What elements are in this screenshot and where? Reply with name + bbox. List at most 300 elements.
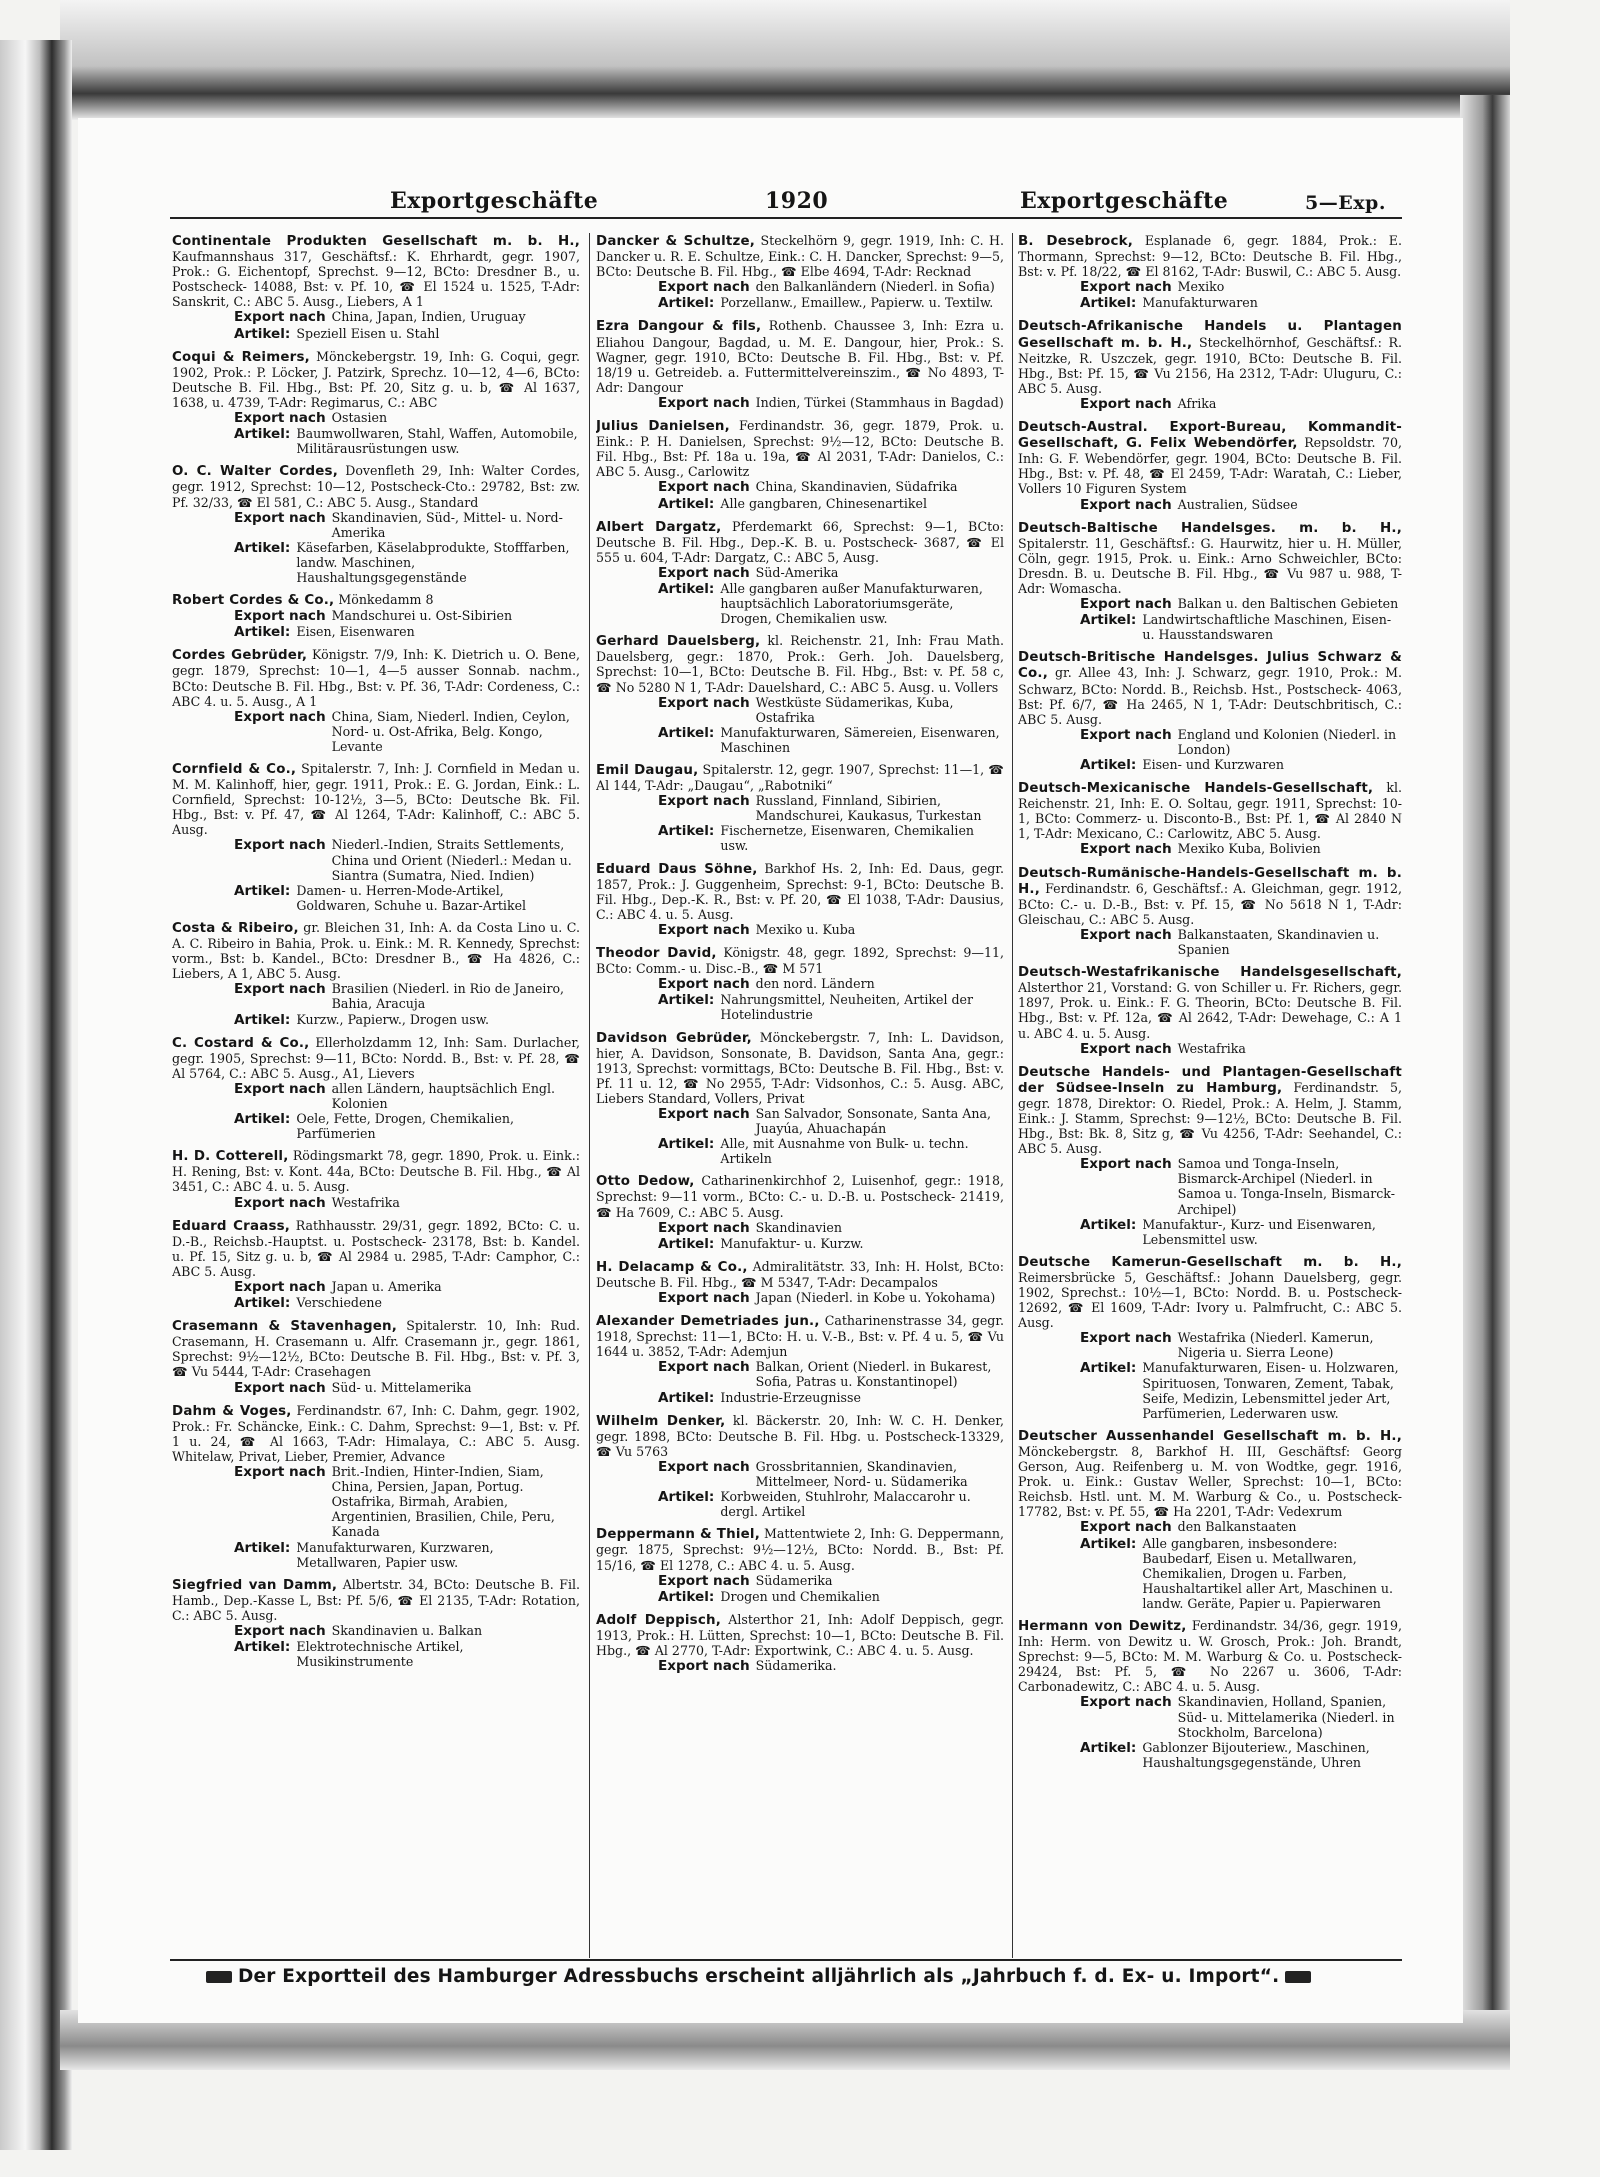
artikel-line — [1080, 612, 1402, 642]
company-address-info: Königstr. 48, gegr. 1892, Sprechst: 9—11, BCto: Comm.- u. Disc.-B., ☎ M 571 — [596, 945, 1004, 977]
export-destinations: Niederl.-Indien, Straits Settlements, China und Orient (Niederl.: Medan u. Siantra (Sumatra, Nied. Indien) — [331, 837, 572, 883]
company-entry — [172, 1403, 580, 1570]
artikel-label: Artikel: — [234, 1539, 291, 1556]
company-details — [172, 592, 580, 608]
artikel-line — [234, 1012, 580, 1028]
export-destinations: allen Ländern, hauptsächlich Engl. Kolonien — [331, 1080, 556, 1111]
export-destinations: Balkan u. den Baltischen Gebieten — [1177, 596, 1399, 612]
artikel-list: Kurzw., Papierw., Drogen usw. — [296, 1011, 490, 1027]
export-line — [234, 510, 580, 540]
company-address-info: Dovenfleth 29, Inh: Walter Cordes, gegr. 1912, Sprechst: 10—12, Postscheck-Cto.: 29782, Bst: zw. Pf. 32/33, ☎ El 581, C.: ABC 5. Ausg., Standard — [172, 463, 580, 510]
company-details — [596, 519, 1004, 565]
export-label: Export nach — [234, 309, 326, 326]
company-entry — [596, 418, 1004, 512]
export-label: Export nach — [658, 1572, 750, 1589]
company-details — [172, 1318, 580, 1379]
company-entry — [1018, 1428, 1402, 1611]
export-label: Export nach — [658, 279, 750, 296]
artikel-line — [658, 496, 1004, 512]
artikel-list: Verschiedene — [296, 1295, 382, 1311]
company-address-info: Repsoldstr. 70, Inh: G. F. Webendörfer, gegr. 1904, BCto: Deutsche B. Fil. Hbg., Bst: v. Pf. 48, ☎ El 2459, T-Adr: Waratah, C.: Lieber, Vollers 10 Figuren System — [1018, 435, 1402, 497]
export-label: Export nach — [234, 1464, 326, 1481]
export-destinations: Ostasien — [331, 410, 388, 426]
artikel-line — [234, 1540, 580, 1570]
artikel-label: Artikel: — [234, 539, 291, 556]
artikel-list: Eisen, Eisenwaren — [296, 624, 415, 640]
company-entry — [172, 1218, 580, 1312]
export-line — [234, 837, 580, 882]
artikel-label: Artikel: — [234, 1295, 291, 1312]
artikel-line — [1080, 295, 1402, 311]
export-destinations: China, Skandinavien, Südafrika — [755, 479, 958, 495]
export-label: Export nach — [1080, 395, 1172, 412]
artikel-label: Artikel: — [234, 882, 291, 899]
artikel-label: Artikel: — [658, 724, 715, 741]
export-label: Export nach — [234, 1379, 326, 1396]
export-line — [658, 976, 1004, 992]
company-address-info: Spitalerstr. 11, Geschäftsf.: G. Haurwitz, hier u. H. Müller, Cöln, gegr. 1915, Prok. u. Eink.: Arno Schweichler, BCto: Dresdn. B. u. Deutsche B. Fil. Hbg., ☎ Vu 987 u. 988, T-Adr: Womascha. — [1018, 535, 1402, 596]
company-entry — [596, 233, 1004, 311]
export-destinations: Afrika — [1177, 395, 1217, 411]
company-name: Julius Danielsen, — [596, 419, 730, 435]
export-line — [1080, 596, 1402, 612]
directory-column-2 — [596, 233, 1004, 1955]
company-address-info: Pferdemarkt 66, Sprechst: 9—1, BCto: Deutsche B. Fil. Hbg., Dep.-K. B. u. Postscheck- 3687, ☎ El 555 u. 604, T-Adr: Dargatz, C.: ABC 5, Ausg. — [596, 518, 1004, 565]
company-address-info: Königstr. 7/9, Inh: K. Dietrich u. O. Bene, gegr. 1879, Sprechst: 10—1, 4—5 ausser Sonnab. nachm., BCto: Deutsche B. Fil. Hbg., Bst: v. Pf. 36, T-Adr: Cordeness, C.: ABC 4. u. 5. Ausg., A 1 — [172, 647, 580, 709]
company-name: Wilhelm Denker, — [596, 1413, 726, 1429]
export-line — [1080, 1330, 1402, 1360]
export-label: Export nach — [1080, 1040, 1172, 1057]
company-details — [172, 920, 580, 981]
artikel-list: Elektrotechnische Artikel, Musikinstrumente — [296, 1639, 464, 1670]
export-label: Export nach — [1080, 496, 1172, 513]
export-destinations: Russland, Finnland, Sibirien, Mandschurei, Kaukasus, Turkestan — [755, 793, 982, 824]
artikel-line — [234, 1639, 580, 1669]
company-entry — [1018, 419, 1402, 513]
company-entry — [596, 945, 1004, 1022]
company-address-info: Ferdinandstr. 6, Geschäftsf.: A. Gleichman, gegr. 1912, BCto: C.- u. D.-B., Bst: v. Pf. 15, ☎ No 5618 N 1, T-Adr: Gleischau, C.: ABC 5. Ausg. — [1018, 880, 1402, 927]
company-name: Eduard Craass, — [172, 1218, 291, 1234]
export-line — [658, 279, 1004, 295]
company-entry — [172, 647, 580, 754]
artikel-list: Manufakturwaren, Eisen- u. Holzwaren, Spirituosen, Tonwaren, Zement, Tabak, Seife, Medizin, Lebensmittel jeder Art, Parfümerien, Lederwaren usw. — [1142, 1360, 1399, 1421]
company-details — [596, 1313, 1004, 1359]
company-entry — [596, 762, 1004, 854]
artikel-list: Käsefarben, Käselabprodukte, Stofffarben, landw. Maschinen, Haushaltungsgegenstände — [296, 539, 570, 585]
company-details — [1018, 865, 1402, 927]
export-line — [658, 479, 1004, 495]
export-label: Export nach — [658, 394, 750, 411]
export-destinations: Süd- u. Mittelamerika — [331, 1379, 472, 1395]
export-label: Export nach — [234, 708, 326, 725]
company-address-info: Alsterthor 21, Inh: Adolf Deppisch, gegr. 1913, Prok.: H. Lütten, Sprechst: 10—1, BCto: Deutsche B. Fil. Hbg., ☎ Al 2770, T-Adr: Exportwink, C.: ABC 4. u. 5. Ausg. — [596, 1611, 1004, 1658]
export-destinations: China, Japan, Indien, Uruguay — [331, 309, 526, 325]
company-entry — [596, 633, 1004, 755]
export-line — [234, 1279, 580, 1295]
directory-column-3 — [1018, 233, 1402, 1955]
company-address-info: Mattentwiete 2, Inh: G. Deppermann, gegr. 1875, Sprechst: 9½—12½, BCto: Nordd. B., Bst: Pf. 15/16, ☎ El 1278, C.: ABC 4. u. 5. Ausg. — [596, 1526, 1004, 1573]
export-label: Export nach — [234, 509, 326, 526]
export-destinations: Skandinavien, Süd-, Mittel- u. Nord-Amerika — [331, 509, 563, 540]
company-entry — [172, 349, 580, 457]
company-entry — [596, 1259, 1004, 1306]
artikel-list: Eisen- und Kurzwaren — [1142, 757, 1284, 772]
artikel-list: Manufaktur-, Kurz- und Eisenwaren, Lebensmittel usw. — [1142, 1216, 1376, 1247]
company-address-info: Spitalerstr. 12, gegr. 1907, Sprechst: 11—1, ☎ Al 144, T-Adr: „Daugau“, „Rabotniki“ — [596, 762, 1004, 794]
export-destinations: Westafrika — [1177, 1040, 1246, 1056]
company-address-info: Rothenb. Chaussee 3, Inh: Ezra u. Eliahou Dangour, Bagdad, u. M. E. Dangour, hier, Prok.: S. Wagner, gegr. 1910, BCto: Deutsche B. Fil. Hbg., Bst: v. Pf. 18/19 u. Getreideb. a. Futtermittelvereinszim., ☎ No 4893, T-Adr: Dangour — [596, 318, 1004, 395]
artikel-list: Industrie-Erzeugnisse — [720, 1389, 861, 1405]
artikel-line — [658, 992, 1004, 1022]
header-rule — [170, 217, 1402, 219]
company-details — [172, 1218, 580, 1279]
export-destinations: Westafrika — [331, 1194, 400, 1210]
column-divider — [1012, 233, 1013, 1958]
scan-right-edge — [1460, 95, 1510, 2050]
export-line — [234, 410, 580, 426]
artikel-line — [234, 1111, 580, 1141]
company-entry — [596, 1526, 1004, 1604]
export-label: Export nach — [658, 479, 750, 496]
export-line — [1080, 279, 1402, 295]
export-label: Export nach — [658, 1359, 750, 1376]
export-line — [658, 922, 1004, 938]
export-label: Export nach — [1080, 926, 1172, 943]
company-entry — [1018, 520, 1402, 643]
export-destinations: Westküste Südamerikas, Kuba, Ostafrika — [755, 694, 954, 725]
company-name: Dahm & Voges, — [172, 1403, 292, 1419]
running-head-year: 1920 — [765, 188, 829, 214]
artikel-list: Baumwollwaren, Stahl, Waffen, Automobile, Militärausrüstungen usw. — [296, 426, 578, 457]
export-line — [1080, 727, 1402, 757]
export-line — [658, 1220, 1004, 1236]
running-head-left: Exportgeschäfte — [390, 188, 599, 214]
export-line — [1080, 396, 1402, 412]
company-details — [172, 233, 580, 309]
company-name: Dancker & Schultze, — [596, 234, 756, 249]
export-line — [658, 695, 1004, 725]
company-entry — [596, 519, 1004, 627]
export-line — [658, 793, 1004, 823]
artikel-line — [1080, 1360, 1402, 1420]
artikel-list: Fischernetze, Eisenwaren, Chemikalien usw. — [720, 823, 975, 854]
artikel-line — [1080, 757, 1402, 773]
export-label: Export nach — [1080, 1156, 1172, 1173]
company-entry — [1018, 964, 1402, 1057]
company-name: Cornfield & Co., — [172, 762, 297, 777]
export-label: Export nach — [658, 976, 750, 993]
artikel-label: Artikel: — [1080, 757, 1137, 773]
export-destinations: den Balkanländern (Niederl. in Sofia) — [755, 279, 995, 295]
company-name: Deutsch-Britische Handelsges. Julius Schwarz & Co., — [1018, 650, 1402, 682]
export-label: Export nach — [1080, 279, 1172, 296]
export-line — [234, 1081, 580, 1111]
artikel-list: Manufaktur- u. Kurzw. — [720, 1235, 864, 1251]
artikel-list: Manufakturwaren — [1142, 295, 1258, 311]
company-address-info: Ferdinandstr. 67, Inh: C. Dahm, gegr. 1902, Prok.: Fr. Schäncke, Eink.: C. Dahm, Sprechst: 9—1, Bst: v. Pf. 1 u. 24, ☎ Al 1663, T-Adr: Himalaya, C.: ABC 5. Ausg. Whitelaw, Privat, Lieber, Premier, Advance — [172, 1402, 580, 1464]
export-line — [234, 1623, 580, 1639]
company-entry — [596, 1173, 1004, 1251]
company-address-info: Rathhausstr. 29/31, gegr. 1892, BCto: C. u. D.-B., Reichsb.-Hauptst. u. Postscheck- 23178, Bst: b. Kandel. u. Pf. 15, Sitz g. u. b, ☎ Al 2984 u. 2985, T-Adr: Camphor, C.: ABC 5. Ausg. — [172, 1217, 580, 1279]
company-details — [596, 1413, 1004, 1459]
company-name: Otto Dedow, — [596, 1174, 695, 1190]
export-destinations: China, Siam, Niederl. Indien, Ceylon, Nord- u. Ost-Afrika, Belg. Kongo, Levante — [331, 708, 570, 754]
company-name: Ezra Dangour & fils, — [596, 319, 762, 335]
artikel-label: Artikel: — [234, 1639, 291, 1656]
company-address-info: Reimersbrücke 5, Geschäftsf.: Johann Dauelsberg, gegr. 1902, Sprechst.: 10½—1, BCto: Nordd. B. u. Postscheck- 12692, ☎ El 1609, T-Adr: Ivory u. Palmfrucht, C.: ABC 5. Ausg. — [1018, 1269, 1402, 1331]
company-entry — [1018, 1064, 1402, 1247]
company-entry — [1018, 649, 1402, 773]
export-line — [1080, 1041, 1402, 1057]
export-destinations: Skandinavien, Holland, Spanien, Süd- u. Mittelamerika (Niederl. in Stockholm, Barcelona) — [1177, 1694, 1395, 1740]
artikel-list: Oele, Fette, Drogen, Chemikalien, Parfümerien — [296, 1111, 514, 1142]
company-details — [596, 1030, 1004, 1106]
artikel-list: Alle gangbaren, insbesondere: Baubedarf, Eisen u. Metallwaren, Chemikalien, Drogen u. Farben, Haushaltartikel aller Art, Maschinen u. landw. Geräte, Papier u. Papierwaren — [1142, 1535, 1393, 1611]
export-line — [1080, 1156, 1402, 1216]
artikel-label: Artikel: — [1080, 1360, 1137, 1377]
export-line — [234, 608, 580, 624]
company-address-info: Ferdinandstr. 5, gegr. 1878, Direktor: O. Riedel, Prok.: A. Helm, J. Stamm, Eink.: J. Stamm, Sprechst: 9—12½, BCto: Deutsche B. Fil. Hbg., Bst: Bk. 8, Sitz g, ☎ Vu 4256, T-Adr: Seehandel, C.: ABC 5. Ausg. — [1018, 1079, 1402, 1157]
artikel-list: Manufakturwaren, Sämereien, Eisenwaren, Maschinen — [720, 724, 1000, 755]
artikel-line — [658, 581, 1004, 626]
artikel-label: Artikel: — [658, 580, 715, 597]
artikel-list: Manufakturwaren, Kurzwaren, Metallwaren, Papier usw. — [296, 1539, 494, 1570]
export-label: Export nach — [658, 921, 750, 938]
artikel-line — [658, 1589, 1004, 1605]
company-entry — [172, 1318, 580, 1395]
company-address-info: Mönckebergstr. 19, Inh: G. Coqui, gegr. 1902, Prok.: P. Löcker, J. Patzirk, Sprechz. 10—12, 4—6, BCto: Deutsche B. Fil. Hbg., Bst: Pf. 20, Sitz g. u. b, ☎ Al 1637, 1638, u. 4739, T-Adr: Regimarus, C.: ABC — [172, 348, 580, 410]
company-entry — [1018, 318, 1402, 412]
artikel-list: Porzellanw., Emaillew., Papierw. u. Textilw. — [720, 295, 994, 311]
company-name: Gerhard Dauelsberg, — [596, 634, 761, 650]
artikel-list: Gablonzer Bijouteriew., Maschinen, Haushaltungsgegenstände, Uhren — [1142, 1739, 1370, 1770]
export-label: Export nach — [234, 981, 326, 998]
page-number: 5—Exp. — [1305, 192, 1386, 214]
company-details — [596, 945, 1004, 976]
company-details — [172, 1035, 580, 1081]
export-line — [658, 1106, 1004, 1136]
export-label: Export nach — [658, 564, 750, 581]
export-line — [658, 1290, 1004, 1306]
artikel-line — [1080, 1217, 1402, 1247]
column-divider — [589, 233, 590, 1958]
company-address-info: Mönkedamm 8 — [338, 592, 434, 608]
company-address-info: kl. Reichenstr. 21, Inh: Frau Math. Dauelsberg, gegr.: 1870, Prok.: Gerh. Joh. Dauelsberg, Sprechst: 10—1, BCto: Deutsche B. Fil. Hbg., Bst: v. Pf. 58 c, ☎ No 5280 N 1, T-Adr: Dauelshard, C.: ABC 5. Ausg. u. Vollers — [596, 633, 1004, 695]
company-name: Deutscher Aussenhandel Gesellschaft m. b. H., — [1018, 1428, 1402, 1444]
export-label: Export nach — [658, 1105, 750, 1122]
artikel-label: Artikel: — [1080, 295, 1137, 312]
company-address-info: gr. Bleichen 31, Inh: A. da Costa Lino u. C. A. C. Ribeiro in Bahia, Prok. u. Eink.: M. R. Kennedy, Sprechst: vorm., Bst: b. Kandel., BCto: Dresdner B., ☎ Ha 4826, C.: Liebers, A 1, ABC 5. Ausg. — [172, 919, 580, 982]
company-entry — [596, 1612, 1004, 1674]
artikel-line — [658, 725, 1004, 755]
artikel-line — [234, 883, 580, 913]
company-name: Deutsch-Rumänische-Handels-Gesellschaft m. b. H., — [1018, 865, 1402, 897]
company-details — [172, 647, 580, 708]
artikel-label: Artikel: — [234, 426, 291, 443]
artikel-label: Artikel: — [234, 1111, 291, 1128]
company-name: Davidson Gebrüder, — [596, 1030, 752, 1046]
export-line — [658, 1459, 1004, 1489]
artikel-list: Korbweiden, Stuhlrohr, Malaccarohr u. dergl. Artikel — [720, 1489, 971, 1520]
export-destinations: den Balkanstaaten — [1177, 1519, 1297, 1535]
company-entry — [1018, 1254, 1402, 1421]
export-label: Export nach — [1080, 1330, 1172, 1347]
export-destinations: Südamerika — [755, 1572, 833, 1588]
export-label: Export nach — [234, 1194, 326, 1211]
company-name: H. Delacamp & Co., — [596, 1259, 748, 1275]
export-label: Export nach — [658, 1458, 750, 1475]
company-entry — [596, 1413, 1004, 1520]
export-destinations: Australien, Südsee — [1177, 496, 1298, 512]
company-entry — [1018, 233, 1402, 311]
company-address-info: Barkhof Hs. 2, Inh: Ed. Daus, gegr. 1857, Prok.: J. Guggenheim, Sprechst: 9-1, BCto: Deutsche B. Fil. Hbg., Dep.-K. R., Bst: v. Pf. 20, ☎ El 1038, T-Adr: Dausius, C.: ABC 4. u. 5. Ausg. — [596, 860, 1004, 922]
artikel-label: Artikel: — [234, 325, 291, 342]
artikel-label: Artikel: — [1080, 1216, 1137, 1233]
company-entry — [172, 592, 580, 640]
company-name: Deutsch-Westafrikanische Handelsgesellschaft, — [1018, 965, 1402, 981]
company-details — [1018, 1064, 1402, 1157]
company-address-info: Ferdinandstr. 34/36, gegr. 1919, Inh: Herm. von Dewitz u. W. Grosch, Prok.: Joh. Brandt, Sprechst: 9—5, BCto: M. M. Warburg & Co. u. Postscheck- 29424, Bst: Pf. 5, ☎ No 2267 u. 3606, T-Adr: Carbonadewitz, C.: ABC 4. u. 5. Ausg. — [1018, 1617, 1402, 1695]
company-name: Cordes Gebrüder, — [172, 648, 308, 664]
company-details — [172, 463, 580, 509]
export-destinations: Mexiko Kuba, Bolivien — [1177, 841, 1321, 857]
artikel-line — [658, 1136, 1004, 1166]
export-destinations: Indien, Türkei (Stammhaus in Bagdad) — [755, 394, 1004, 410]
company-details — [1018, 780, 1402, 841]
company-details — [1018, 1428, 1402, 1520]
artikel-label: Artikel: — [658, 295, 715, 312]
company-name: Deutsch-Afrikanische Handels u. Plantagen Gesellschaft m. b. H., — [1018, 319, 1402, 351]
company-address-info: gr. Allee 43, Inh: J. Schwarz, gegr. 1910, Prok.: M. Schwarz, BCto: Nordd. B., Reichsb. Hst., Postscheck- 4063, Bst: Pf. 6/7, ☎ Ha 2465, N 1, T-Adr: Deutschbritisch, C.: ABC 5. Ausg. — [1018, 665, 1402, 727]
export-destinations: Brasilien (Niederl. in Rio de Janeiro, Bahia, Aracuja — [331, 981, 565, 1012]
artikel-label: Artikel: — [234, 1011, 291, 1028]
export-label: Export nach — [658, 1290, 750, 1306]
export-destinations: Japan (Niederl. in Kobe u. Yokohama) — [755, 1290, 996, 1305]
export-destinations: Mexiko — [1177, 279, 1225, 295]
export-line — [1080, 497, 1402, 513]
company-name: Emil Daugau, — [596, 763, 699, 778]
artikel-line — [234, 540, 580, 585]
artikel-label: Artikel: — [658, 495, 715, 512]
artikel-list: Alle, mit Ausnahme von Bulk- u. techn. Artikeln — [720, 1136, 969, 1167]
artikel-line — [234, 326, 580, 342]
company-name: Albert Dargatz, — [596, 519, 722, 535]
artikel-list: Landwirtschaftliche Maschinen, Eisen- u. Hausstandswaren — [1142, 612, 1392, 643]
footer-notice — [200, 1966, 1400, 1987]
artikel-label: Artikel: — [1080, 1739, 1137, 1756]
export-label: Export nach — [1080, 1519, 1172, 1536]
company-name: Alexander Demetriades jun., — [596, 1314, 820, 1330]
artikel-list: Speziell Eisen u. Stahl — [296, 325, 440, 341]
artikel-line — [234, 624, 580, 640]
export-destinations: Balkanstaaten, Skandinavien u. Spanien — [1177, 926, 1380, 958]
company-address-info: Steckelhörn 9, gegr. 1919, Inh: C. H. Dancker u. R. E. Schultze, Eink.: C. H. Dancker, Sprechst: 9—5, BCto: Deutsche B. Fil. Hbg., ☎ Elbe 4694, T-Adr: Recknad — [596, 233, 1004, 280]
export-label: Export nach — [658, 1219, 750, 1236]
export-line — [658, 1658, 1004, 1674]
footer-text: Der Exportteil des Hamburger Adressbuchs erscheint alljährlich als „Jahrbuch f. d. Ex- u. Import“. — [238, 1966, 1280, 1987]
export-label: Export nach — [1080, 726, 1172, 743]
company-entry — [1018, 1618, 1402, 1770]
export-destinations: Japan u. Amerika — [331, 1279, 442, 1294]
company-name: Crasemann & Stavenhagen, — [172, 1319, 398, 1335]
artikel-line — [234, 426, 580, 456]
company-address-info: Mönckebergstr. 7, Inh: L. Davidson, hier, A. Davidson, Sonsonate, B. Davidson, Santa Ana, gegr.: 1913, Sprechst: vormittags, BCto: Deutsche B. Fil. Hbg., Bst: v. Pf. 11 u. 12, ☎ No 2955, T-Adr: Vidsonhos, C.: 5. Ausg. ABC, Liebers Standard, Vollers, Privat — [596, 1029, 1004, 1106]
company-address-info: Esplanade 6, gegr. 1884, Prok.: E. Thormann, Sprechst: 9—12, BCto: Deutsche B. Fil. Hbg., Bst: v. Pf. 18/22, ☎ El 8162, T-Adr: Buswil, C.: ABC 5. Ausg. — [1018, 233, 1402, 280]
export-line — [658, 395, 1004, 411]
export-destinations: San Salvador, Sonsonate, Santa Ana, Juayúa, Ahuachapán — [755, 1105, 992, 1137]
company-details — [1018, 233, 1402, 279]
company-entry — [172, 920, 580, 1028]
company-name: Costa & Ribeiro, — [172, 920, 299, 936]
company-details — [596, 1612, 1004, 1658]
export-line — [234, 1464, 580, 1539]
company-details — [172, 349, 580, 410]
company-entry — [172, 1148, 580, 1210]
artikel-list: Alle gangbaren, Chinesenartikel — [720, 495, 927, 511]
export-line — [234, 1380, 580, 1396]
company-name: Deutsche Handels- und Plantagen-Gesellschaft der Südsee-Inseln zu Hamburg, — [1018, 1064, 1402, 1096]
export-line — [1080, 1694, 1402, 1739]
company-name: Deppermann & Thiel, — [596, 1527, 760, 1543]
artikel-line — [658, 1390, 1004, 1406]
company-entry — [1018, 780, 1402, 857]
artikel-line — [658, 295, 1004, 311]
company-name: Adolf Deppisch, — [596, 1612, 721, 1628]
company-name: Continentale Produkten Gesellschaft m. b. H., — [172, 234, 580, 249]
company-address-info: Steckelhörnhof, Geschäftsf.: R. Neitzke, R. Uszczek, gegr. 1910, BCto: Deutsche B. Fil. Hbg., Bst: Pf. 15, ☎ Vu 2156, Ha 2312, T-Adr: Uluguru, C.: ABC 5. Ausg. — [1018, 334, 1402, 396]
artikel-line — [1080, 1740, 1402, 1770]
artikel-label: Artikel: — [234, 624, 291, 641]
company-entry — [172, 1035, 580, 1142]
company-address-info: kl. Bäckerstr. 20, Inh: W. C. H. Denker, gegr. 1898, BCto: Deutsche B. Fil. Hbg. u. Postscheck-13329, ☎ Vu 5763 — [596, 1412, 1004, 1459]
export-line — [234, 1195, 580, 1211]
company-name: C. Costard & Co., — [172, 1035, 310, 1051]
company-address-info: Ferdinandstr. 36, gegr. 1879, Prok. u. Eink.: P. H. Danielsen, Sprechst: 9½—12, BCto: Deutsche B. Fil. Hbg., Bst: Pf. 18a u. 19a, ☎ Al 2031, T-Adr: Danielos, C.: ABC 5. Ausg., Carlowitz — [596, 418, 1004, 480]
company-details — [596, 1526, 1004, 1572]
export-line — [234, 709, 580, 754]
company-name: Robert Cordes & Co., — [172, 593, 335, 609]
export-line — [1080, 841, 1402, 857]
company-details — [172, 1148, 580, 1194]
export-label: Export nach — [658, 793, 750, 810]
company-name: Theodor David, — [596, 946, 717, 962]
company-entry — [172, 463, 580, 585]
company-details — [172, 1577, 580, 1623]
company-details — [172, 761, 580, 837]
company-details — [596, 418, 1004, 479]
export-destinations: den nord. Ländern — [755, 976, 875, 992]
company-address-info: Admiralitätstr. 33, Inh: H. Holst, BCto: Deutsche B. Fil. Hbg., ☎ M 5347, T-Adr: Decampalos — [596, 1258, 1004, 1290]
company-name: B. Desebrock, — [1018, 234, 1133, 249]
company-name: Deutsch-Baltische Handelsges. m. b. H., — [1018, 520, 1402, 536]
export-destinations: Grossbritannien, Skandinavien, Mittelmeer, Nord- u. Südamerika — [755, 1458, 968, 1490]
export-label: Export nach — [1080, 596, 1172, 613]
artikel-label: Artikel: — [1080, 612, 1137, 629]
scan-top-edge — [60, 0, 1510, 120]
directory-column-1 — [172, 233, 580, 1955]
company-entry — [596, 861, 1004, 938]
export-line — [234, 981, 580, 1011]
company-details — [596, 318, 1004, 394]
company-entry — [1018, 865, 1402, 958]
artikel-label: Artikel: — [658, 1588, 715, 1605]
company-name: O. C. Walter Cordes, — [172, 464, 339, 480]
company-address-info: Ellerholzdamm 12, Inh: Sam. Durlacher, gegr. 1905, Sprechst: 9—11, BCto: Nordd. B., Bst: v. Pf. 28, ☎ Al 5764, C.: ABC 5. Ausg., A1, Lievers — [172, 1034, 580, 1081]
company-address-info: Spitalerstr. 10, Inh: Rud. Crasemann, H. Crasemann u. Alfr. Crasemann jr., gegr. 1861, Sprechst: 9½—12½, BCto: Deutsche B. Fil. Hbg., Bst: v. Pf. 3, ☎ Vu 5444, T-Adr: Crasehagen — [172, 1318, 580, 1380]
export-destinations: Süd-Amerika — [755, 564, 839, 580]
company-name: H. D. Cotterell, — [172, 1149, 289, 1165]
export-label: Export nach — [234, 1622, 326, 1639]
